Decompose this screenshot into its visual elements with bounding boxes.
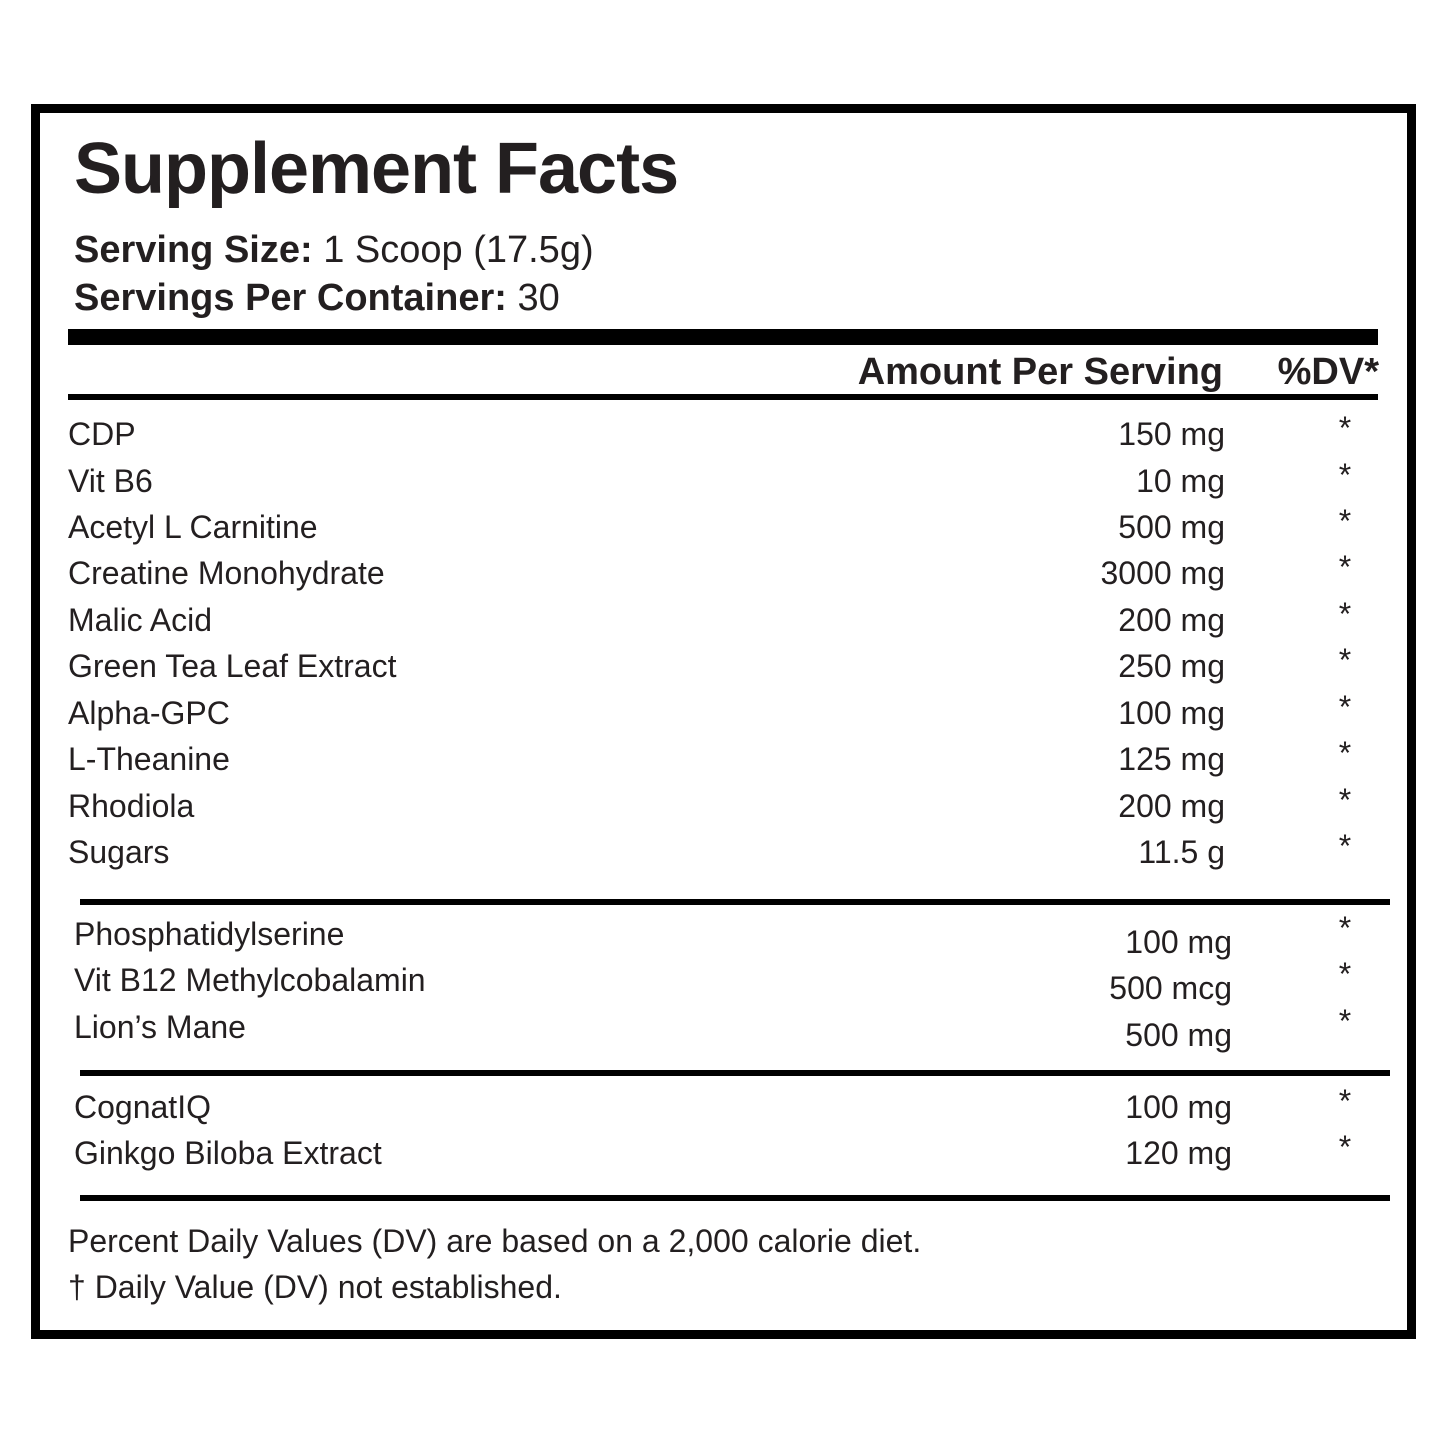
- ingredient-amount: 150 mg: [1118, 416, 1225, 452]
- ingredient-name: Vit B12 Methylcobalamin: [74, 962, 426, 998]
- ingredient-dv: *: [1338, 410, 1352, 446]
- header-divider: [68, 394, 1378, 400]
- ingredient-dv: *: [1338, 596, 1352, 632]
- panel-title: Supplement Facts: [74, 129, 679, 209]
- ingredient-amount: 100 mg: [1125, 1089, 1232, 1125]
- group-divider: [80, 1070, 1390, 1076]
- ingredient-row: [40, 828, 1407, 880]
- ingredient-row: [40, 1083, 1407, 1135]
- ingredient-row: [40, 956, 1407, 1008]
- ingredient-name: Vit B6: [68, 463, 153, 499]
- ingredient-name: Green Tea Leaf Extract: [68, 648, 397, 684]
- ingredient-dv: *: [1338, 956, 1352, 992]
- supplement-facts-panel: [31, 104, 1416, 1339]
- ingredient-name: Alpha-GPC: [68, 695, 230, 731]
- ingredient-amount: 3000 mg: [1100, 555, 1225, 591]
- ingredient-name: CDP: [68, 416, 136, 452]
- dv-not-established-footnote: † Daily Value (DV) not established.: [68, 1269, 562, 1305]
- ingredient-row: [40, 503, 1407, 555]
- ingredient-amount: 10 mg: [1136, 463, 1225, 499]
- group-divider: [80, 899, 1390, 905]
- ingredient-row: [40, 1003, 1407, 1055]
- thick-divider: [68, 329, 1378, 345]
- ingredient-row: [40, 689, 1407, 741]
- ingredient-amount: 200 mg: [1118, 602, 1225, 638]
- amount-per-serving-header: Amount Per Serving: [857, 351, 1223, 393]
- ingredient-dv: *: [1338, 1083, 1352, 1119]
- servings-per-container-value: 30: [517, 277, 560, 319]
- ingredient-amount: 500 mg: [1118, 509, 1225, 545]
- ingredient-name: Creatine Monohydrate: [68, 555, 385, 591]
- ingredient-row: [40, 596, 1407, 648]
- ingredient-name: Rhodiola: [68, 788, 195, 824]
- ingredient-row: [40, 910, 1407, 962]
- ingredient-dv: *: [1338, 549, 1352, 585]
- ingredient-row: [40, 782, 1407, 834]
- ingredient-dv: *: [1338, 782, 1352, 818]
- dv-basis-footnote: Percent Daily Values (DV) are based on a 2,000 calorie diet.: [68, 1223, 922, 1259]
- ingredient-row: [40, 549, 1407, 601]
- ingredient-name: L-Theanine: [68, 741, 230, 777]
- ingredient-name: Phosphatidylserine: [74, 916, 345, 952]
- ingredient-row: [40, 735, 1407, 787]
- footer-divider: [80, 1195, 1390, 1201]
- ingredient-dv: *: [1338, 828, 1352, 864]
- ingredient-dv: *: [1338, 642, 1352, 678]
- ingredient-dv: *: [1338, 910, 1352, 946]
- ingredient-name: Ginkgo Biloba Extract: [74, 1135, 382, 1171]
- servings-per-container: [74, 279, 560, 317]
- ingredient-amount: 125 mg: [1118, 741, 1225, 777]
- ingredient-row: [40, 410, 1407, 462]
- ingredient-dv: *: [1338, 735, 1352, 771]
- ingredient-row: [40, 457, 1407, 509]
- daily-value-header: %DV*: [1277, 351, 1379, 393]
- ingredient-dv: *: [1338, 689, 1352, 725]
- serving-size: [74, 231, 594, 269]
- ingredient-name: Malic Acid: [68, 602, 213, 638]
- ingredient-amount: 100 mg: [1125, 924, 1232, 960]
- ingredient-amount: 100 mg: [1118, 695, 1225, 731]
- ingredient-amount: 500 mg: [1125, 1017, 1232, 1053]
- ingredient-amount: 500 mcg: [1109, 970, 1232, 1006]
- ingredient-amount: 120 mg: [1125, 1135, 1232, 1171]
- ingredient-dv: *: [1338, 1129, 1352, 1165]
- ingredient-row: [40, 642, 1407, 694]
- ingredient-amount: 11.5 g: [1138, 834, 1225, 870]
- ingredient-name: Lion’s Mane: [74, 1009, 246, 1045]
- serving-size-value: 1 Scoop (17.5g): [323, 229, 594, 271]
- ingredient-name: Sugars: [68, 834, 170, 870]
- ingredient-dv: *: [1338, 457, 1352, 493]
- ingredient-name: Acetyl L Carnitine: [68, 509, 318, 545]
- ingredient-dv: *: [1338, 503, 1352, 539]
- ingredient-amount: 200 mg: [1118, 788, 1225, 824]
- ingredient-amount: 250 mg: [1118, 648, 1225, 684]
- ingredient-name: CognatIQ: [74, 1089, 211, 1125]
- servings-per-container-label: Servings Per Container:: [74, 277, 507, 319]
- ingredient-dv: *: [1338, 1003, 1352, 1039]
- serving-size-label: Serving Size:: [74, 229, 313, 271]
- ingredient-row: [40, 1129, 1407, 1181]
